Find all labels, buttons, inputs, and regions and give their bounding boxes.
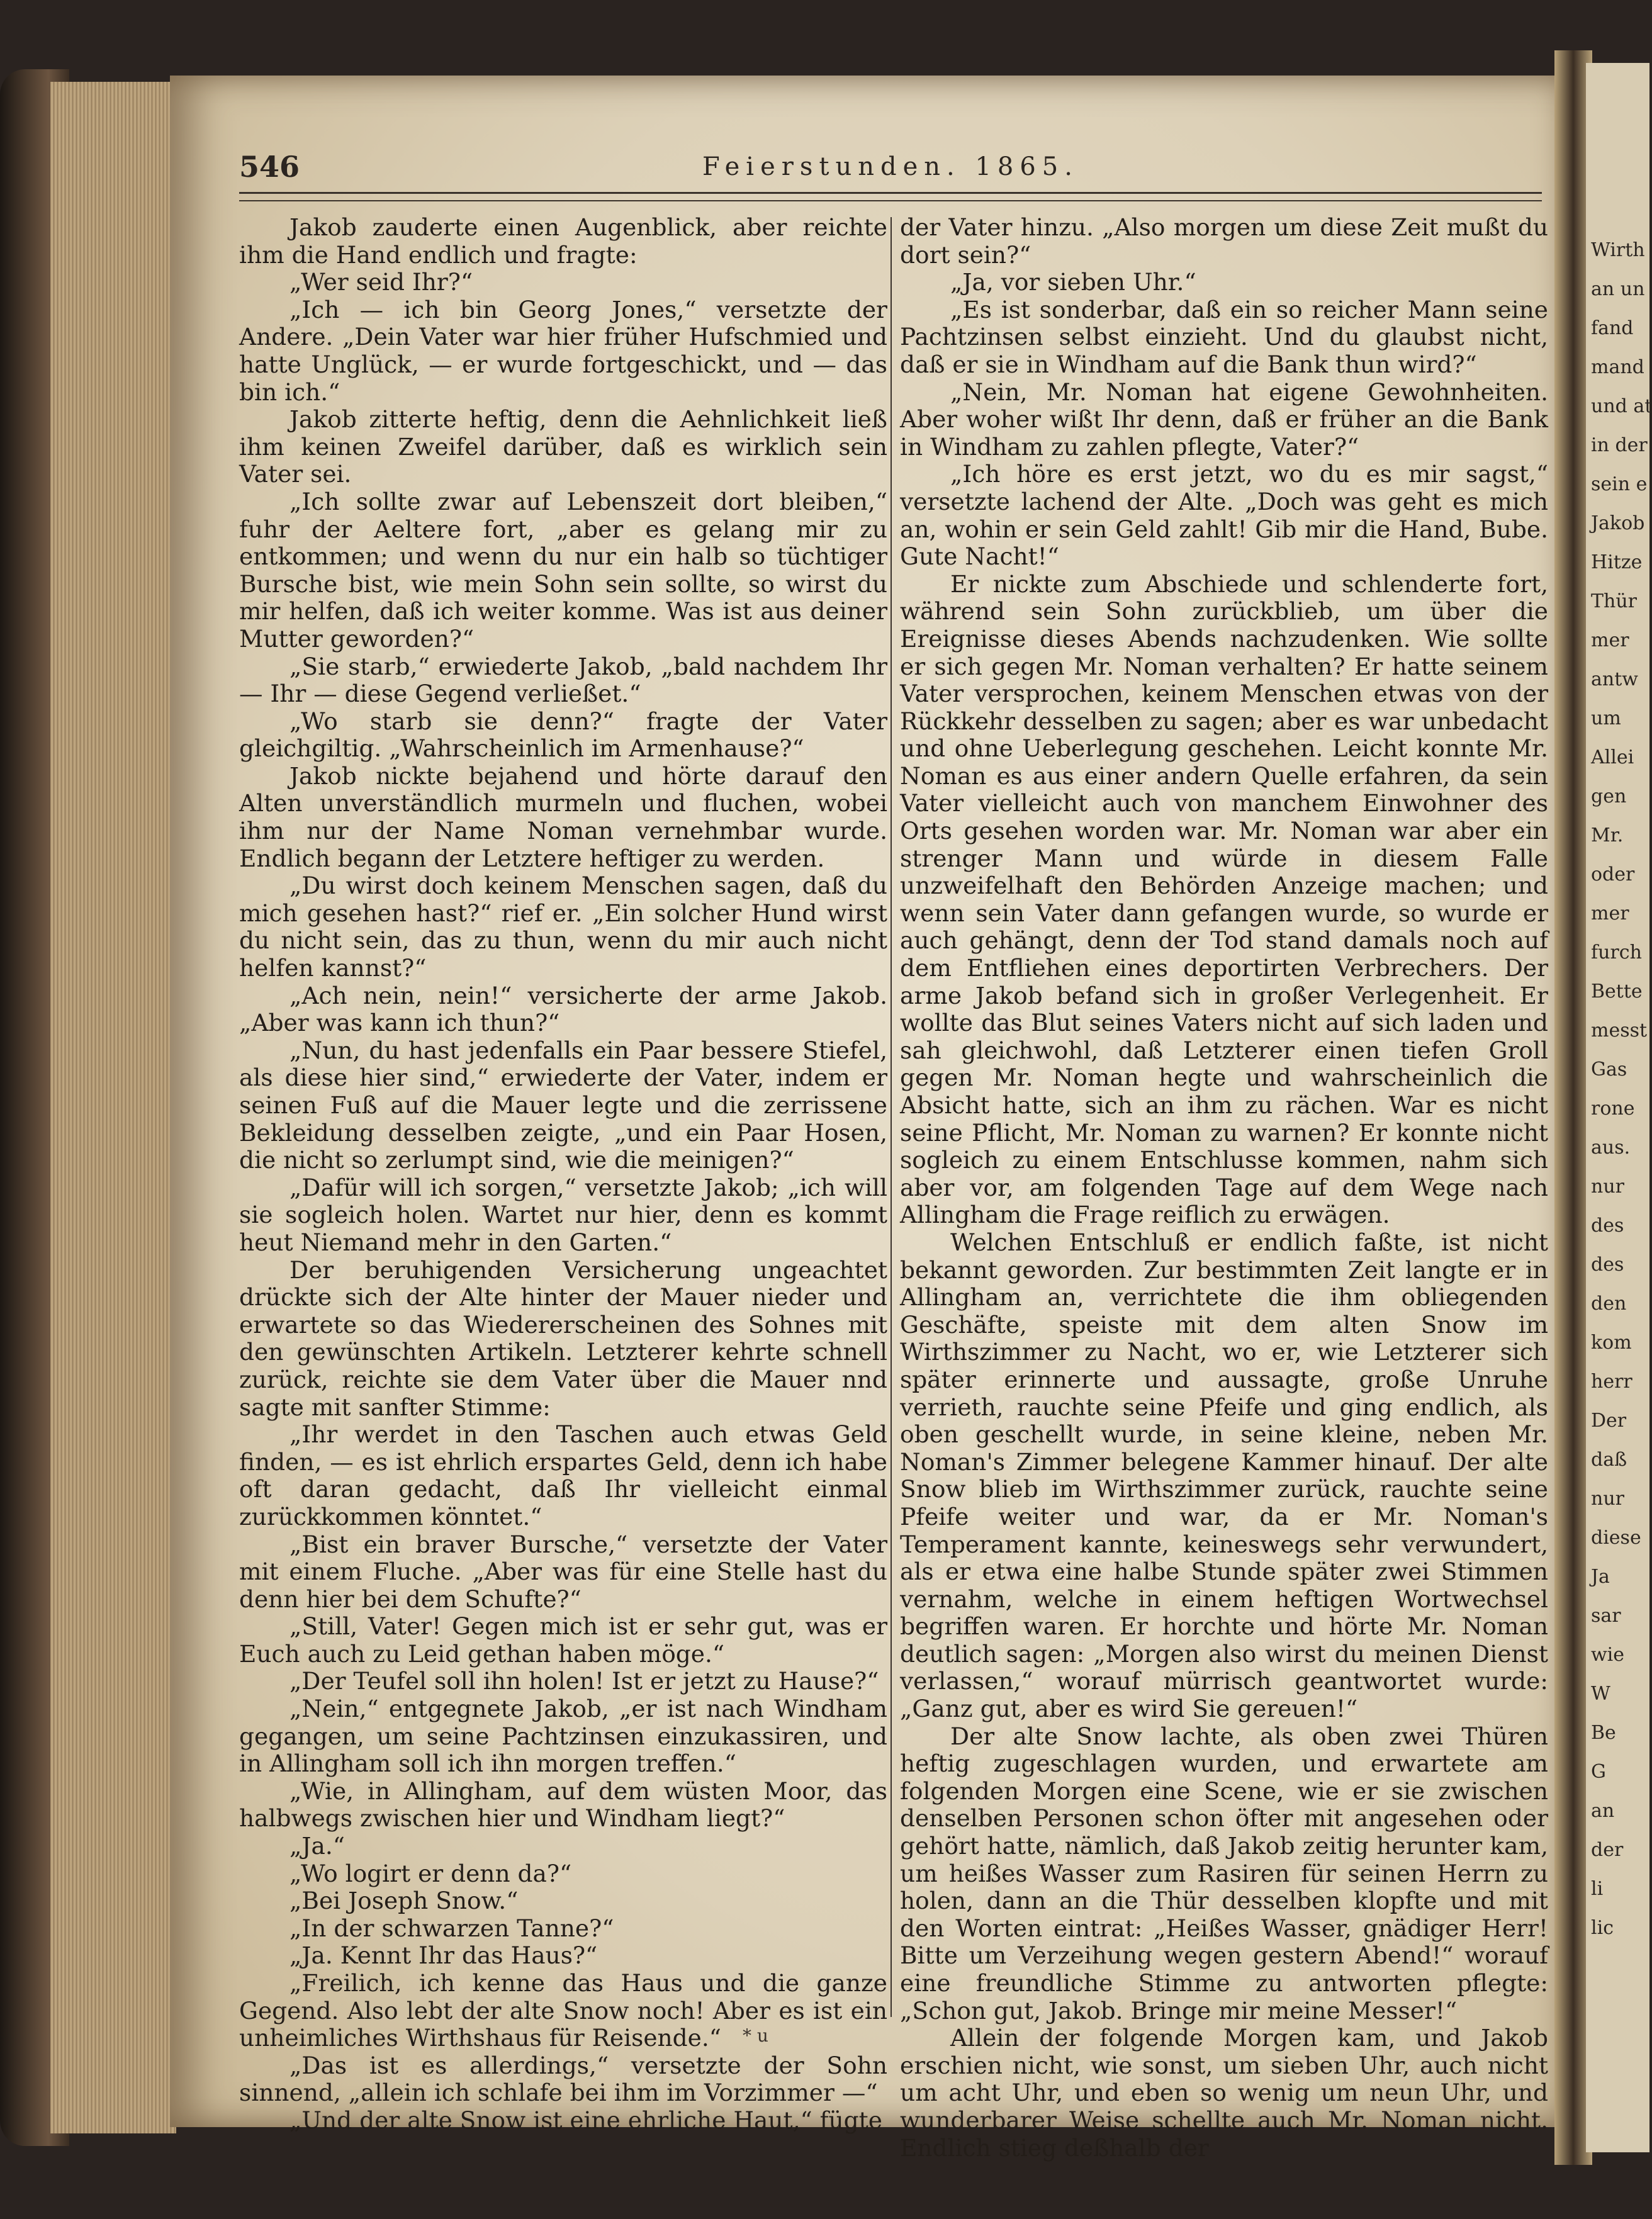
next-page-fragment: des bbox=[1591, 1254, 1624, 1276]
next-page-fragment: Mr. bbox=[1591, 824, 1624, 846]
paragraph: „Bist ein braver Bursche,“ versetzte der Vater mit einem Fluche. „Aber was für eine Stelle hast du denn hier bei dem Schufte?“ bbox=[239, 1530, 887, 1613]
next-page-fragment: Wirth bbox=[1591, 239, 1645, 261]
next-page-fragment: furch bbox=[1591, 941, 1642, 963]
paragraph: Er nickte zum Abschiede und schlenderte fort, während sein Sohn zurückblieb, um über die Ereignisse dieses Abends nachzudenken. Wie sollte er sich gegen Mr. Noman verhalten? Er hatte seinem Vater versprochen, keinem Menschen etwas von der Rückkehr desselben zu sagen; aber es war unbedacht und ohne Ueberlegung geschehen. Leicht konnte Mr. Noman es aus einer andern Quelle erfahren, da sein Vater vielleicht auch von manchem Einwohner des Orts gesehen worden war. Mr. Noman war aber ein strenger Mann und würde in diesem Falle unzweifelhaft den Behörden Anzeige machen; und wenn sein Vater dann gefangen wurde, so wurde er auch gehängt, denn der Tod stand damals noch auf dem Entfliehen eines deportirten Verbrechers. Der arme Jakob befand sich in großer Verlegenheit. Er wollte das Blut seines Vaters nicht auf sich laden und sah gleichwohl, daß Letzterer einen tiefen Groll gegen Mr. Noman hegte und wahrscheinlich die Absicht hatte, sich an ihm zu rächen. War es nicht seine Pflicht, Mr. Noman zu warnen? Er konnte nicht sogleich zu einem Entschlusse kommen, nahm sich aber vor, am folgenden Tage auf dem Wege nach Allingham die Frage reiflich zu erwägen. bbox=[900, 570, 1548, 1229]
next-page-fragment: lic bbox=[1591, 1917, 1614, 1939]
paragraph: Der alte Snow lachte, als oben zwei Thüren heftig zugeschlagen wurden, und erwartete am folgenden Morgen eine Scene, wie er sie zwischen denselben Personen schon öfter mit angesehen oder gehört hatte, nämlich, daß Jakob zeitig herunter kam, um heißes Wasser zum Rasiren für seinen Herrn zu holen, dann an die Thür desselben klopfte und mit den Worten eintrat: „Heißes Wasser, gnädiger Herr! Bitte um Verzeihung wegen gestern Abend!“ worauf eine freundliche Stimme zu antworten pflegte: „Schon gut, Jakob. Bringe mir meine Messer!“ bbox=[900, 1722, 1548, 2025]
next-page-fragment: diese bbox=[1591, 1527, 1641, 1549]
next-page-fragment: Jakob bbox=[1591, 512, 1645, 534]
paragraph: „Dafür will ich sorgen,“ versetzte Jakob; „ich will sie sogleich holen. Wartet nur hier, denn es kommt heut Niemand mehr in den Garten.“ bbox=[239, 1173, 887, 1256]
paragraph: „Nein,“ entgegnete Jakob, „er ist nach Windham gegangen, um seine Pachtzinsen einzukassiren, und in Allingham soll ich ihn morgen treffen.“ bbox=[239, 1695, 887, 1778]
next-page-fragment: nur bbox=[1591, 1488, 1624, 1510]
left-column bbox=[239, 213, 887, 2134]
next-page-fragment: der bbox=[1591, 1839, 1624, 1861]
next-page-fragment: an bbox=[1591, 1800, 1615, 1822]
paragraph: „Wer seid Ihr?“ bbox=[289, 268, 473, 296]
next-page-edge bbox=[1586, 63, 1652, 2152]
next-page-fragment: li bbox=[1591, 1878, 1604, 1900]
next-page-fragment: in der bbox=[1591, 434, 1648, 456]
paragraph: Welchen Entschluß er endlich faßte, ist nicht bekannt geworden. Zur bestimmten Zeit langte er in Allingham an, verrichtete die ihm obliegenden Geschäfte, speiste mit dem alten Snow im Wirthszimmer zu Nacht, wo er, wie Letzterer sich später erinnerte und aussagte, große Unruhe verrieth, rauchte seine Pfeife und ging endlich, als oben geschellt wurde, in seine kleine, neben Mr. Noman's Zimmer belegene Kammer hinauf. Der alte Snow blieb im Wirthszimmer zurück, rauchte seine Pfeife weiter und war, da er Mr. Noman's Temperament kannte, keineswegs sehr verwundert, als er etwa eine halbe Stunde später zwei Stimmen vernahm, welche in einem heftigen Wortwechsel begriffen waren. Er horchte und hörte Mr. Noman deutlich sagen: „Morgen also wirst du meinen Dienst verlassen,“ worauf mürrisch geantwortet wurde: „Ganz gut, aber es wird Sie gereuen!“ bbox=[900, 1228, 1548, 1723]
next-page-fragment: sar bbox=[1591, 1605, 1621, 1627]
paragraph: „Bei Joseph Snow.“ bbox=[289, 1887, 519, 1915]
paragraph: der Vater hinzu. „Also morgen um diese Zeit mußt du dort sein?“ bbox=[900, 213, 1548, 269]
right-column bbox=[900, 213, 1548, 2162]
signature-mark: * u bbox=[743, 2025, 768, 2046]
paragraph: „Wie, in Allingham, auf dem wüsten Moor, das halbwegs zwischen hier und Windham liegt?“ bbox=[239, 1777, 887, 1833]
paragraph: Allein der folgende Morgen kam, und Jakob erschien nicht, wie sonst, um sieben Uhr, auch nicht um acht Uhr, und eben so wenig um neun Uhr, und wunderbarer Weise schellte auch Mr. Noman nicht. Endlich stieg deßhalb der bbox=[900, 2024, 1548, 2162]
next-page-fragment: messt bbox=[1591, 1020, 1648, 1042]
next-page-fragment: an un bbox=[1591, 278, 1645, 300]
next-page-fragment: antw bbox=[1591, 668, 1638, 690]
paragraph: „Ich sollte zwar auf Lebenszeit dort bleiben,“ fuhr der Aeltere fort, „aber es gelang mir zu entkommen; und wenn du nur ein halb so tüchtiger Bursche bist, wie mein Sohn sein sollte, so wirst du mir helfen, daß ich weiter komme. Was ist aus deiner Mutter geworden?“ bbox=[239, 487, 887, 653]
page-edges bbox=[50, 82, 176, 2133]
next-page-fragment: sein e bbox=[1591, 473, 1648, 495]
next-page-fragment: mer bbox=[1591, 902, 1629, 924]
next-page-fragment: mand bbox=[1591, 356, 1644, 378]
next-page-fragment: herr bbox=[1591, 1371, 1632, 1393]
next-page-fragment: Ja bbox=[1591, 1566, 1610, 1588]
paragraph: Der beruhigenden Versicherung ungeachtet drückte sich der Alte hinter der Mauer nieder und erwartete so das Wiedererscheinen des Sohnes mit den gewünschten Artikeln. Letzterer kehrte schnell zurück, reichte sie dem Vater über die Mauer nnd sagte mit sanfter Stimme: bbox=[239, 1256, 887, 1421]
paragraph: „Ich höre es erst jetzt, wo du es mir sagst,“ versetzte lachend der Alte. „Doch was geht es mich an, wohin er sein Geld zahlt! Gib mir die Hand, Bube. Gute Nacht!“ bbox=[900, 460, 1548, 571]
paragraph: „Ihr werdet in den Taschen auch etwas Geld finden, — es ist ehrlich erspartes Geld, denn ich habe oft daran gedacht, daß Ihr vielleicht einmal zurückkommen könntet.“ bbox=[239, 1420, 887, 1531]
next-page-fragment: Der bbox=[1591, 1410, 1627, 1432]
next-page-fragment: des bbox=[1591, 1215, 1624, 1237]
next-page-fragment: Hitze bbox=[1591, 551, 1643, 573]
paragraph: „Sie starb,“ erwiederte Jakob, „bald nachdem Ihr — Ihr — diese Gegend verließet.“ bbox=[239, 652, 887, 708]
paragraph: Jakob nickte bejahend und hörte darauf den Alten unverständlich murmeln und fluchen, wobei ihm nur der Name Noman vernehmbar wurde. Endlich begann der Letztere heftiger zu werden. bbox=[239, 761, 887, 872]
next-page-fragment: W bbox=[1591, 1683, 1610, 1705]
next-page-fragment: um bbox=[1591, 707, 1621, 729]
next-page-fragment: den bbox=[1591, 1293, 1627, 1315]
paragraph: „Wo logirt er denn da?“ bbox=[289, 1859, 572, 1887]
paragraph: „Nein, Mr. Noman hat eigene Gewohnheiten. Aber woher wißt Ihr denn, daß er früher an die Bank in Windham zu zahlen pflegte, Vater?“ bbox=[900, 378, 1548, 461]
next-page-fragment: Thür bbox=[1591, 590, 1637, 612]
next-page-fragment: G bbox=[1591, 1761, 1606, 1783]
next-page-fragment: gen bbox=[1591, 785, 1627, 807]
paragraph: „Der Teufel soll ihn holen! Ist er jetzt zu Hause?“ bbox=[289, 1667, 879, 1695]
paragraph: „Still, Vater! Gegen mich ist er sehr gut, was er Euch auch zu Leid gethan haben möge.“ bbox=[239, 1612, 887, 1668]
next-page-fragment: mer bbox=[1591, 629, 1629, 651]
paragraph: Jakob zitterte heftig, denn die Aehnlichkeit ließ ihm keinen Zweifel darüber, daß es wirklich sein Vater sei. bbox=[239, 405, 887, 488]
paragraph: „In der schwarzen Tanne?“ bbox=[289, 1914, 614, 1942]
paragraph: „Wo starb sie denn?“ fragte der Vater gleichgiltig. „Wahrscheinlich im Armenhause?“ bbox=[239, 707, 887, 763]
paragraph: „Und der alte Snow ist eine ehrliche Haut,“ fügte bbox=[289, 2106, 882, 2134]
page-header bbox=[239, 150, 1542, 188]
column-divider bbox=[891, 217, 892, 2017]
next-page-fragment: fand bbox=[1591, 317, 1634, 339]
header-rule bbox=[239, 192, 1542, 201]
next-page-fragment: wie bbox=[1591, 1644, 1625, 1666]
paragraph: „Du wirst doch keinem Menschen sagen, daß du mich gesehen hast?“ rief er. „Ein solcher Hund wirst du nicht sein, das zu thun, wenn du mir auch nicht helfen kannst?“ bbox=[239, 872, 887, 982]
next-page-fragment: daß bbox=[1591, 1449, 1627, 1471]
next-page-fragment: Bette bbox=[1591, 980, 1643, 1003]
next-page-fragment: und at bbox=[1591, 395, 1652, 417]
paragraph: „Das ist es allerdings,“ versetzte der Sohn sinnend, „allein ich schlafe bei ihm im Vorzimmer —“ bbox=[239, 2051, 887, 2107]
next-page-fragment: oder bbox=[1591, 863, 1635, 885]
next-page-fragment: Be bbox=[1591, 1722, 1616, 1744]
paragraph: „Ja. Kennt Ihr das Haus?“ bbox=[289, 1941, 598, 1970]
next-page-fragment: aus. bbox=[1591, 1137, 1631, 1159]
paragraph: „Ja, vor sieben Uhr.“ bbox=[950, 268, 1196, 296]
paragraph: „Es ist sonderbar, daß ein so reicher Mann seine Pachtzinsen selbst einzieht. Und du glaubst nicht, daß er sie in Windham auf die Bank thun wird?“ bbox=[900, 295, 1548, 378]
paragraph: „Ich — ich bin Georg Jones,“ versetzte der Andere. „Dein Vater war hier früher Hufschmied und hatte Unglück, — er wurde fortgeschickt, und — das bin ich.“ bbox=[239, 295, 887, 406]
next-page-fragment: Allei bbox=[1591, 746, 1634, 768]
next-page-fragment: rone bbox=[1591, 1098, 1635, 1120]
paragraph: „Nun, du hast jedenfalls ein Paar bessere Stiefel, als diese hier sind,“ erwiederte der Vater, indem er seinen Fuß auf die Mauer legte und die zerrissene Bekleidung desselben zeigte, „und ein Paar Hosen, die nicht so zerlumpt sind, wie die meinigen?“ bbox=[239, 1036, 887, 1174]
next-page-fragment: kom bbox=[1591, 1332, 1632, 1354]
running-head: Feierstunden. 1865. bbox=[702, 152, 1079, 181]
paragraph: „Freilich, ich kenne das Haus und die ganze Gegend. Also lebt der alte Snow noch! Aber es ist ein unheimliches Wirthshaus für Reisende.“ bbox=[239, 1969, 887, 2052]
next-page-fragment: Gas bbox=[1591, 1059, 1627, 1081]
next-page-fragment: nur bbox=[1591, 1176, 1624, 1198]
paragraph: Jakob zauderte einen Augenblick, aber reichte ihm die Hand endlich und fragte: bbox=[239, 213, 887, 269]
paragraph: „Ach nein, nein!“ versicherte der arme Jakob. „Aber was kann ich thun?“ bbox=[239, 981, 887, 1037]
paragraph: „Ja.“ bbox=[289, 1832, 345, 1860]
page-number: 546 bbox=[239, 150, 300, 184]
